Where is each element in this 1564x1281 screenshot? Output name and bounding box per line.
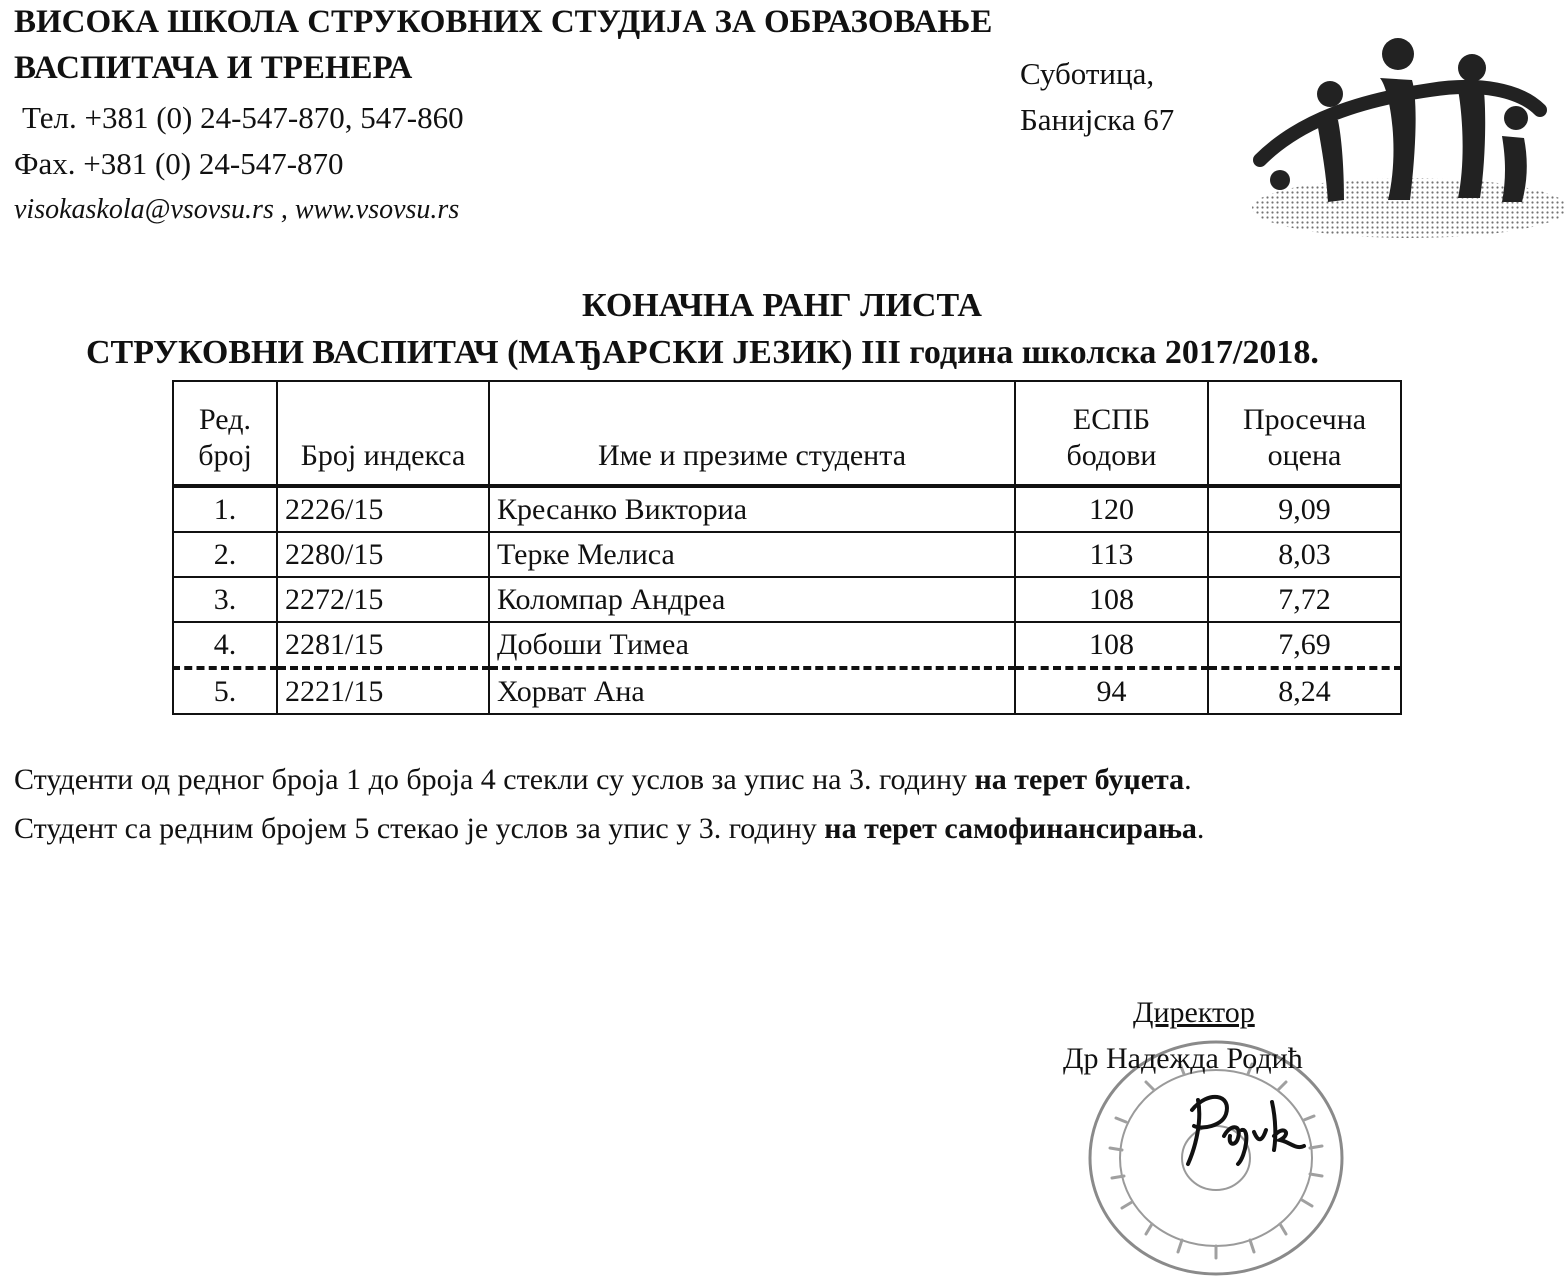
- institution-name-line1: ВИСОКА ШКОЛА СТРУКОВНИХ СТУДИЈА ЗА ОБРАЗОВАЊЕ: [14, 4, 993, 40]
- table-row: [173, 668, 1401, 714]
- email-web-contact: visokaskola@vsovsu.rs , www.vsovsu.rs: [14, 194, 460, 225]
- institution-name-line2: ВАСПИТАЧА И ТРЕНЕРА: [14, 50, 413, 86]
- address-street: Банијска 67: [1020, 102, 1175, 137]
- cell-ects: 94: [1015, 668, 1208, 714]
- fax-number: Фах. +381 (0) 24-547-870: [14, 146, 344, 181]
- note-budget-text: Студенти од редног броја 1 до броја 4 стекли су услов за упис на 3. годину: [14, 763, 975, 796]
- note-selffinanced: [14, 812, 1204, 846]
- header-index: Број индекса: [277, 381, 489, 486]
- cell-average: 8,03: [1208, 532, 1401, 577]
- family-figures-logo: [1240, 30, 1560, 245]
- cell-name: Хорват Ана: [489, 668, 1015, 714]
- note-selffinanced-end: .: [1196, 812, 1205, 845]
- cell-rank: 2.: [173, 532, 277, 577]
- note-budget: [14, 763, 1192, 797]
- cell-name: Добоши Тимеа: [489, 622, 1015, 668]
- cell-index: 2272/15: [277, 577, 489, 622]
- header-rank-line1: Ред.: [199, 403, 251, 436]
- cell-rank: 5.: [173, 668, 277, 714]
- header-average-line1: Просечна: [1242, 403, 1367, 436]
- header-average-line2: оцена: [1267, 439, 1342, 472]
- cell-rank: 4.: [173, 622, 277, 668]
- director-name: Др Надежда Родић: [1063, 1042, 1303, 1075]
- cell-average: 8,24: [1208, 668, 1401, 714]
- note-selffinanced-bold: на терет самофинансирања: [824, 812, 1197, 845]
- phone-number: Тел. +381 (0) 24-547-870, 547-860: [22, 100, 464, 135]
- handwritten-signature-icon: [1180, 1080, 1310, 1170]
- header-average: [1208, 381, 1401, 486]
- header-ects-line1: ЕСПБ: [1072, 403, 1151, 436]
- table-row: [173, 532, 1401, 577]
- ranking-table: [172, 380, 1402, 715]
- cell-index: 2280/15: [277, 532, 489, 577]
- header-rank: [173, 381, 277, 486]
- cell-rank: 3.: [173, 577, 277, 622]
- table-row: [173, 577, 1401, 622]
- cell-average: 9,09: [1208, 486, 1401, 532]
- cell-index: 2221/15: [277, 668, 489, 714]
- table-header-row: [173, 381, 1401, 486]
- cell-rank: 1.: [173, 486, 277, 532]
- director-title: Директор: [1133, 996, 1255, 1029]
- cell-index: 2281/15: [277, 622, 489, 668]
- cell-index: 2226/15: [277, 486, 489, 532]
- header-rank-line2: број: [198, 439, 252, 472]
- header-ects: [1015, 381, 1208, 486]
- cell-ects: 120: [1015, 486, 1208, 532]
- document-title: КОНАЧНА РАНГ ЛИСТА: [582, 287, 982, 324]
- header-ects-line2: бодови: [1066, 439, 1157, 472]
- table-row: [173, 622, 1401, 668]
- cell-ects: 113: [1015, 532, 1208, 577]
- cell-ects: 108: [1015, 577, 1208, 622]
- cell-ects: 108: [1015, 622, 1208, 668]
- cell-average: 7,69: [1208, 622, 1401, 668]
- note-selffinanced-text: Студент са редним бројем 5 стекао је услов за упис у 3. годину: [14, 812, 825, 845]
- address-city: Суботица,: [1020, 56, 1155, 91]
- document-subtitle: СТРУКОВНИ ВАСПИТАЧ (МАЂАРСКИ ЈЕЗИК) III година школска 2017/2018.: [86, 334, 1319, 371]
- table-row: [173, 486, 1401, 532]
- cell-name: Терке Мелиса: [489, 532, 1015, 577]
- cell-name: Коломпар Андреа: [489, 577, 1015, 622]
- header-name: Име и презиме студента: [489, 381, 1015, 486]
- cell-name: Кресанко Викториа: [489, 486, 1015, 532]
- note-budget-end: .: [1184, 763, 1192, 796]
- cell-average: 7,72: [1208, 577, 1401, 622]
- note-budget-bold: на терет буџета: [974, 763, 1185, 796]
